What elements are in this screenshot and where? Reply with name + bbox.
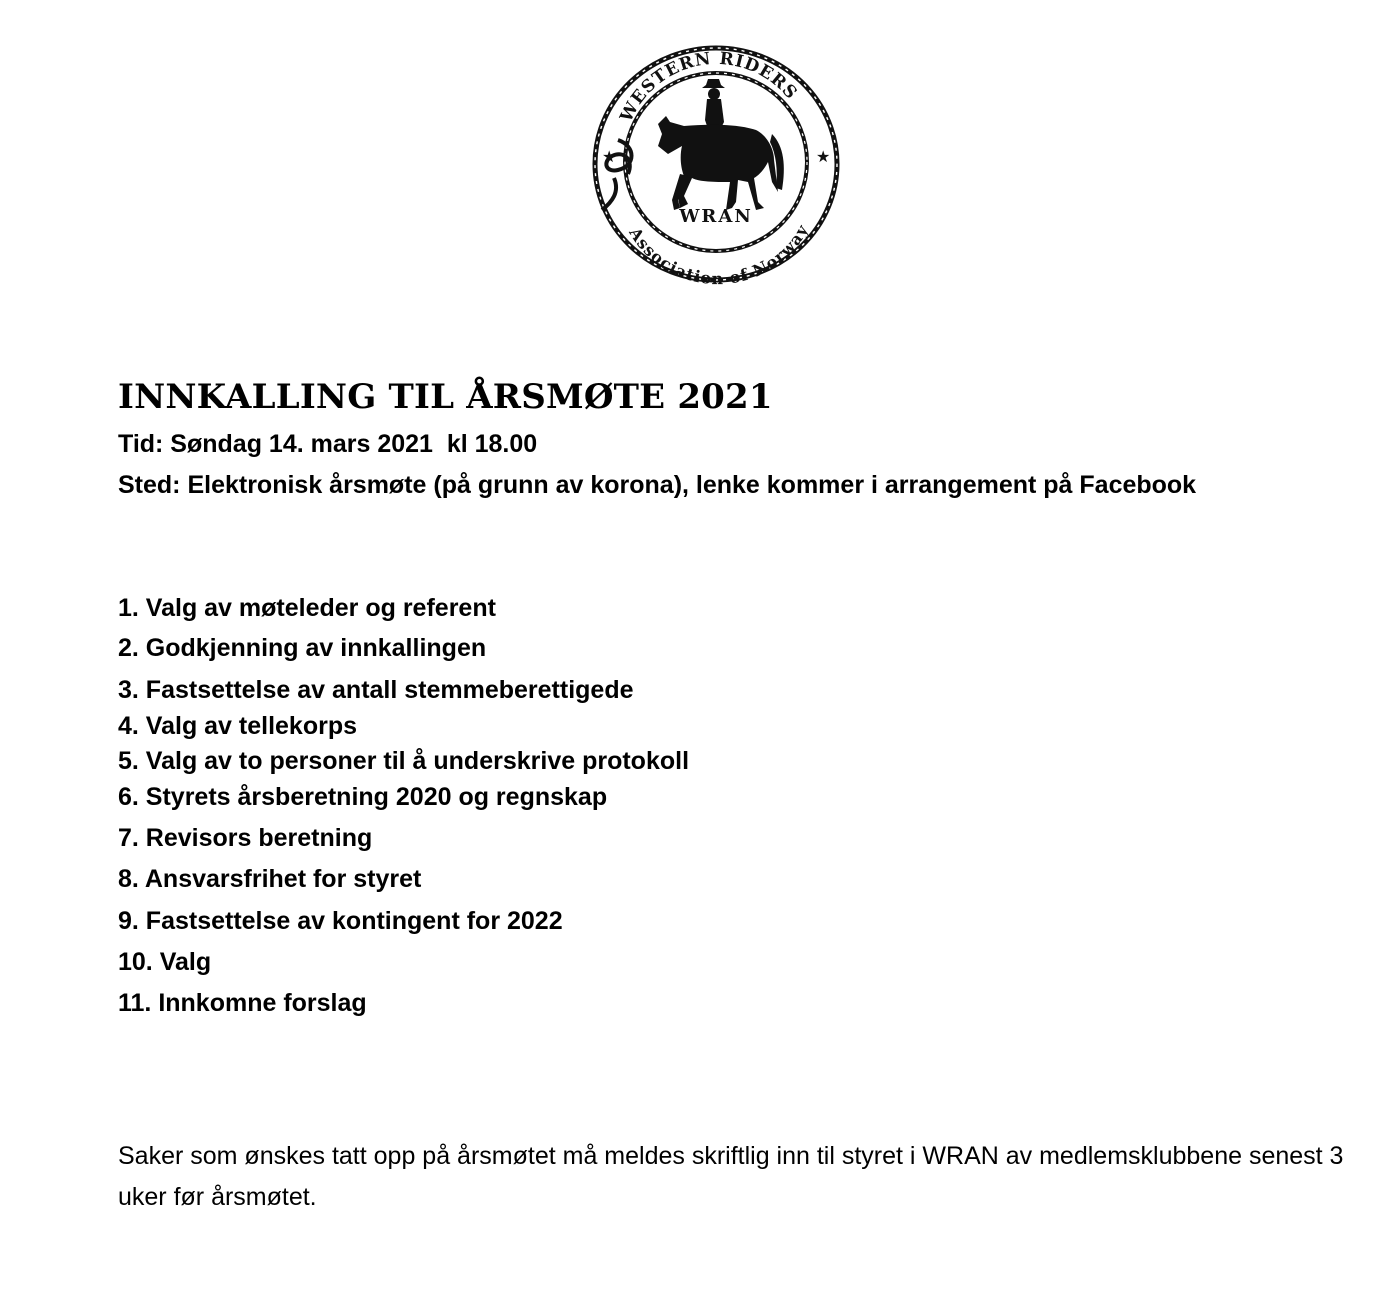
agenda-item: 1. Valg av møteleder og referent (118, 594, 496, 622)
logo-bottom-text: Association of Norway (625, 220, 813, 289)
star-right-icon: ★ (816, 147, 831, 166)
footer-note: Saker som ønskes tatt opp på årsmøtet må meldes skriftlig inn til styret i WRAN av medlemsklubbene senest 3 uker før årsmøtet. (118, 1142, 1344, 1211)
horse-rider-icon (658, 79, 784, 210)
star-left-icon: ★ (602, 147, 617, 166)
agenda-item: 2. Godkjenning av innkallingen (118, 634, 487, 662)
agenda-item: 11. Innkomne forslag (118, 989, 367, 1017)
wran-logo (588, 42, 846, 290)
agenda-item: 4. Valg av tellekorps (118, 712, 358, 740)
agenda-item: 8. Ansvarsfrihet for styret (118, 865, 422, 893)
page-title: INNKALLING TIL ÅRSMØTE 2021 (118, 377, 773, 417)
meeting-place: Sted: Elektronisk årsmøte (på grunn av korona), lenke kommer i arrangement på Facebook (118, 471, 1197, 499)
agenda-item: 6. Styrets årsberetning 2020 og regnskap (118, 783, 608, 811)
meeting-time: Tid: Søndag 14. mars 2021 kl 18.00 (118, 430, 538, 458)
agenda-item: 7. Revisors beretning (118, 824, 373, 852)
agenda-item: 9. Fastsettelse av kontingent for 2022 (118, 907, 563, 935)
agenda-item: 10. Valg (118, 948, 212, 976)
agenda-item: 3. Fastsettelse av antall stemmeberettigede (118, 676, 634, 704)
logo-top-text: WESTERN RIDERS (616, 48, 802, 126)
agenda-item: 5. Valg av to personer til å underskrive protokoll (118, 747, 690, 775)
logo-center-text: WRAN (679, 206, 753, 227)
